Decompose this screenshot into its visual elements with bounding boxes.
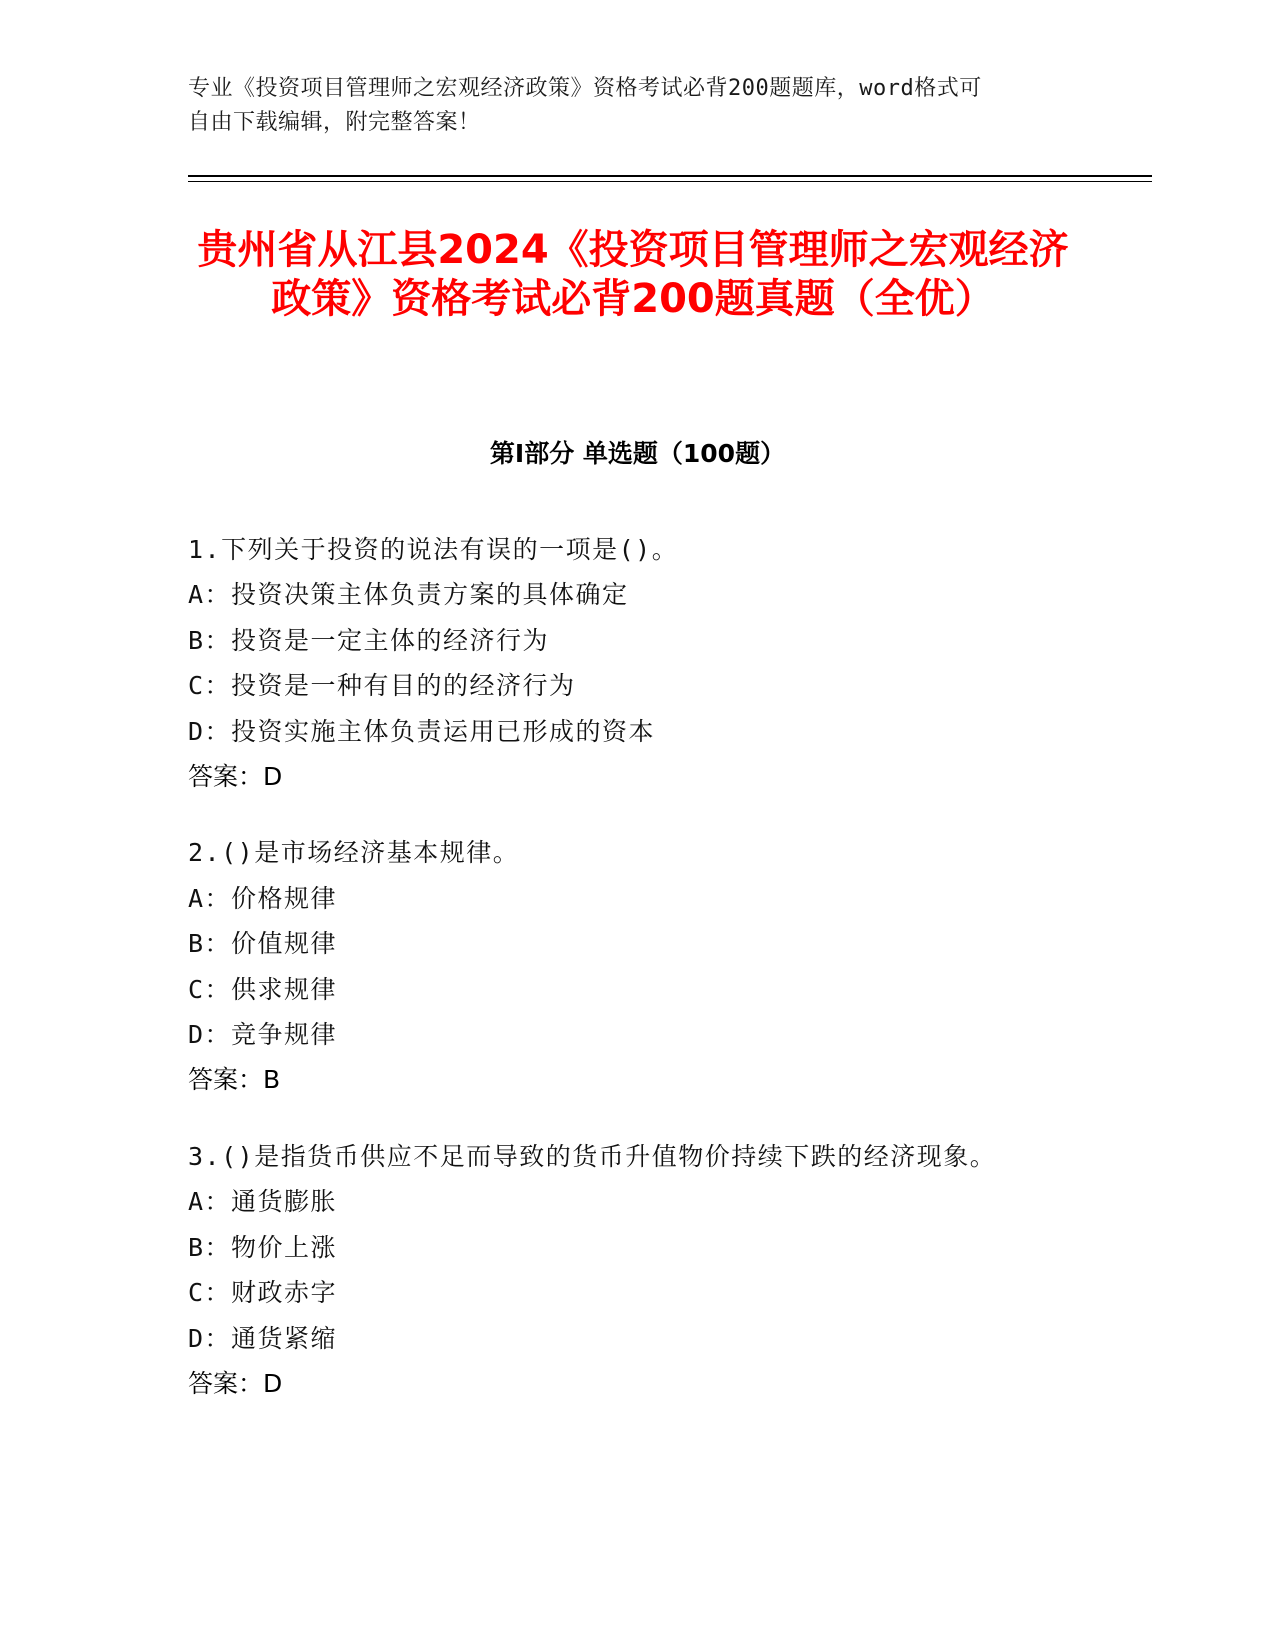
header-note-line-1: 专业《投资项目管理师之宏观经济政策》资格考试必背200题题库，word格式可 — [188, 76, 982, 101]
question-list — [188, 527, 1108, 1437]
option-b: B：投资是一定主体的经济行为 — [188, 625, 550, 655]
answer-line: 答案：D — [188, 1368, 283, 1398]
option-a: A：投资决策主体负责方案的具体确定 — [188, 580, 629, 610]
option-b: B：物价上涨 — [188, 1232, 338, 1262]
option-c: C：财政赤字 — [188, 1278, 338, 1308]
question-stem: 3.()是指货币供应不足而导致的货币升值物价持续下跌的经济现象。 — [188, 1141, 997, 1171]
option-a: A：价格规律 — [188, 883, 338, 913]
answer-line: 答案：D — [188, 762, 283, 792]
header-note — [188, 72, 1068, 140]
option-b: B：价值规律 — [188, 929, 338, 959]
answer-line: 答案：B — [188, 1065, 281, 1095]
option-c: C：供求规律 — [188, 974, 338, 1004]
document-title: 贵州省从江县2024《投资项目管理师之宏观经济政策》资格考试必背200题真题（全优） — [197, 227, 1069, 322]
header-divider-thick — [188, 175, 1152, 177]
section-title: 第Ⅰ部分 单选题（100题） — [489, 439, 786, 468]
option-d: D：竞争规律 — [188, 1020, 338, 1050]
option-c: C：投资是一种有目的的经济行为 — [188, 671, 576, 701]
question-item — [188, 1134, 1108, 1406]
option-d: D：投资实施主体负责运用已形成的资本 — [188, 716, 656, 746]
question-stem: 2.()是市场经济基本规律。 — [188, 838, 520, 868]
question-item — [188, 527, 1108, 799]
header-divider-thin — [188, 181, 1152, 182]
header-note-line-2: 自由下载编辑，附完整答案！ — [188, 110, 481, 135]
option-a: A：通货膨胀 — [188, 1187, 338, 1217]
option-d: D：通货紧缩 — [188, 1323, 338, 1353]
question-stem: 1.下列关于投资的说法有误的一项是()。 — [188, 535, 679, 564]
question-item — [188, 830, 1108, 1102]
